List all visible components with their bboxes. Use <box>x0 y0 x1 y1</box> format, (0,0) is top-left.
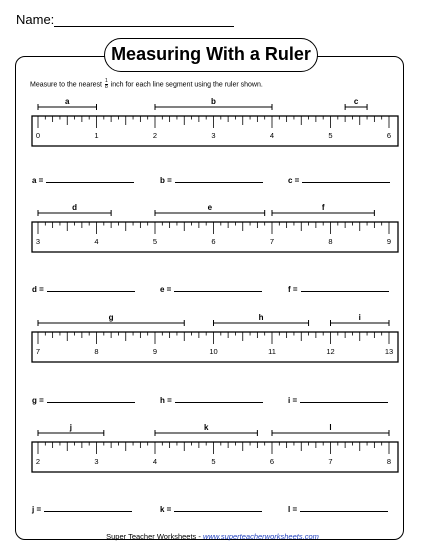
segment-label: c <box>353 97 359 106</box>
segment-label: g <box>108 313 114 322</box>
answer-label: b = <box>160 176 172 185</box>
answer-blank[interactable] <box>175 402 263 403</box>
answer-blank[interactable] <box>47 402 135 403</box>
fraction-numerator: 1 <box>104 78 108 84</box>
ruler-number: 12 <box>326 347 335 356</box>
answer-label: g = <box>32 396 44 405</box>
answer-label: h = <box>160 396 172 405</box>
footer-text: Super Teacher Worksheets - <box>106 532 203 541</box>
segment-label: k <box>203 423 209 432</box>
answer-field[interactable] <box>160 505 262 514</box>
answer-field[interactable] <box>160 285 262 294</box>
ruler-number: 8 <box>94 347 99 356</box>
answer-label: e = <box>160 285 172 294</box>
segment-label: h <box>258 313 264 322</box>
segment-label: f <box>321 203 325 212</box>
ruler-number: 8 <box>386 457 392 466</box>
ruler-number: 11 <box>268 347 276 356</box>
ruler-number: 7 <box>35 347 41 356</box>
segment-label: l <box>329 423 332 432</box>
footer-url: www.superteacherworksheets.com <box>202 532 319 541</box>
answer-label: d = <box>32 285 44 294</box>
ruler-number: 4 <box>269 131 275 140</box>
answer-field[interactable] <box>288 396 388 405</box>
answer-blank[interactable] <box>46 182 134 183</box>
answer-blank[interactable] <box>302 182 390 183</box>
answer-field[interactable] <box>160 176 263 185</box>
answer-field[interactable] <box>160 396 263 405</box>
answer-field[interactable] <box>288 505 388 514</box>
segment-label: d <box>72 203 78 212</box>
footer <box>0 532 425 541</box>
ruler-number: 7 <box>269 237 275 246</box>
answer-field[interactable] <box>32 176 134 185</box>
fraction-denominator: 8 <box>104 84 108 90</box>
ruler-number: 5 <box>328 131 333 140</box>
ruler-number: 9 <box>152 347 158 356</box>
segment-label: i <box>358 313 361 322</box>
answer-field[interactable] <box>32 396 135 405</box>
ruler-number: 10 <box>209 347 218 356</box>
ruler-number: 3 <box>94 457 99 466</box>
ruler-number: 1 <box>94 131 99 140</box>
answer-blank[interactable] <box>174 511 262 512</box>
answer-label: k = <box>160 505 172 514</box>
ruler-number: 2 <box>152 131 158 140</box>
ruler-number: 7 <box>328 457 333 466</box>
ruler-number: 9 <box>386 237 392 246</box>
segment-label: a <box>65 97 70 106</box>
answer-field[interactable] <box>32 505 132 514</box>
ruler-number: 3 <box>211 131 216 140</box>
answer-label: j = <box>32 505 42 514</box>
segment-label: b <box>211 97 216 106</box>
ruler-number: 5 <box>152 237 158 246</box>
ruler-number: 13 <box>384 347 394 356</box>
ruler-number: 4 <box>94 237 99 246</box>
answer-blank[interactable] <box>174 291 262 292</box>
instructions-after: inch for each line segment using the ruler shown. <box>110 81 263 89</box>
ruler-number: 5 <box>211 457 216 466</box>
segment-label: e <box>207 203 213 212</box>
ruler-number: 4 <box>152 457 158 466</box>
answer-field[interactable] <box>32 285 135 294</box>
segment-label: j <box>69 423 73 432</box>
answer-blank[interactable] <box>301 291 389 292</box>
ruler-number: 0 <box>35 131 41 140</box>
ruler-number: 6 <box>211 237 216 246</box>
ruler-number: 6 <box>386 131 392 140</box>
answer-blank[interactable] <box>300 402 388 403</box>
answer-label: c = <box>288 176 300 185</box>
answer-blank[interactable] <box>175 182 263 183</box>
answer-label: i = <box>288 396 298 405</box>
answer-blank[interactable] <box>44 511 132 512</box>
answer-blank[interactable] <box>300 511 388 512</box>
answer-field[interactable] <box>288 176 390 185</box>
ruler-number: 8 <box>328 237 333 246</box>
page-title: Measuring With a Ruler <box>104 38 318 72</box>
ruler-number: 2 <box>35 457 41 466</box>
answer-label: a = <box>32 176 44 185</box>
ruler-number: 3 <box>35 237 41 246</box>
instructions-before: Measure to the nearest <box>30 81 102 89</box>
name-label: Name: <box>16 12 55 27</box>
answer-blank[interactable] <box>47 291 135 292</box>
answer-field[interactable] <box>288 285 389 294</box>
ruler-number: 6 <box>269 457 275 466</box>
answer-label: f = <box>288 285 298 294</box>
answer-label: l = <box>288 505 298 514</box>
